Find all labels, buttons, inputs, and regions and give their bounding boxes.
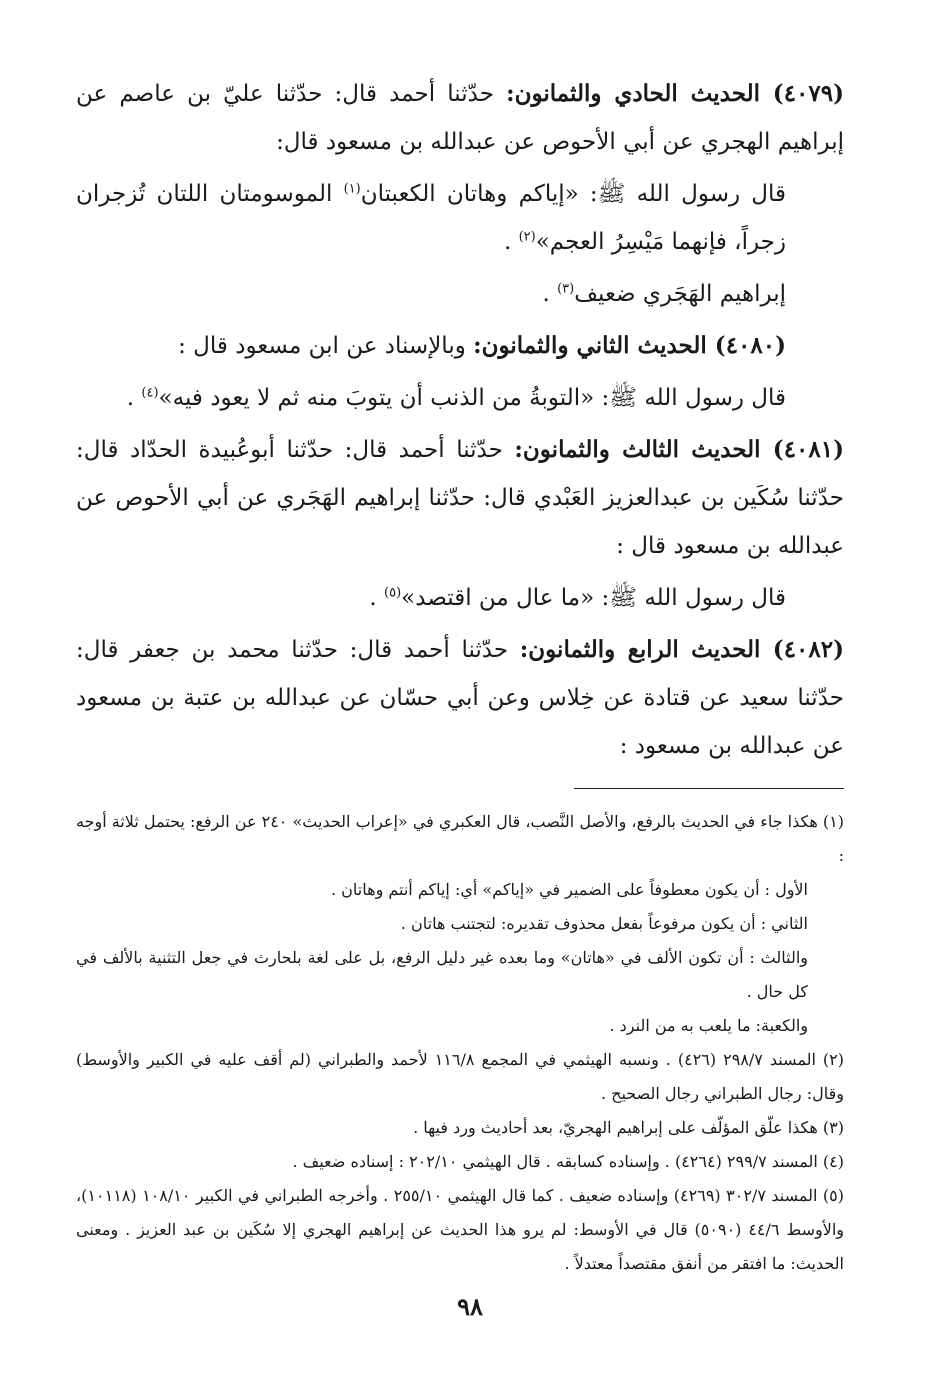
punctuation: . [503,229,519,255]
hadith-chain: حدّثنا أحمد قال: حدّثنا عليّ بن عاصم عن إبراهيم الهجري عن أبي الأحوص عن عبدالله بن مسعود قال: [76,81,844,155]
hadith-chain: حدّثنا أحمد قال: حدّثنا أبوعُبيدة الحدّاد قال: حدّثنا سُكَين بن عبدالعزيز العَبْدي قال: حدّثنا إبراهيم الهَجَري عن أبي الأحوص عن عبدالله بن مسعود قال : [76,437,844,559]
hadith-4080 [76,322,844,370]
hadith-text-part: قال رسول الله ﷺ: «إياكم وهاتان الكعبتان [360,181,786,207]
hadith-4079 [76,70,844,166]
footnote-3: (٣) هكذا علّق المؤلّف على إبراهيم الهجريّ، بعد أحاديث ورد فيها . [413,1118,844,1137]
hadith-4082 [76,626,844,770]
footnote-2: (٢) المسند ٢٩٨/٧ (٤٢٦) . ونسبه الهيثمي في المجمع ١١٦/٨ لأحمد والطبراني (لم أقف عليه في الكبير والأوسط) وقال: رجال الطبراني رجال الصحيح . [76,1050,845,1103]
footnote-divider [574,788,844,789]
hadith-heading: (٤٠٧٩) الحديث الحادي والثمانون: [506,80,844,107]
hadith-text-part: قال رسول الله ﷺ: «التوبةُ من الذنب أن يتوبَ منه ثم لا يعود فيه» [158,385,786,411]
hadith-heading: (٤٠٨١) الحديث الثالث والثمانون: [514,436,845,463]
page-number: ٩٨ [457,1292,483,1321]
hadith-text-part: الموسومتان اللتان تُزجران زجراً، فإنهما مَيْسِرُ العجم» [76,181,786,255]
footnote-1-line: الثاني : أن يكون مرفوعاً بفعل محذوف تقديره: لتجتنب هاتان . [400,914,808,933]
footnote-ref: (١) [343,181,361,197]
punctuation: . [126,385,142,411]
comment-text: إبراهيم الهَجَري ضعيف [574,281,786,307]
footnote-4: (٤) المسند ٢٩٩/٧ (٤٢٦٤) . وإسناده كسابقه . قال الهيثمي ٢٠٢/١٠ : إسناده ضعيف . [292,1152,844,1171]
hadith-heading: (٤٠٨٢) الحديث الرابع والثمانون: [519,636,844,663]
author-comment [76,270,844,318]
hadith-text-part: قال رسول الله ﷺ: «ما عال من اقتصد» [401,585,786,611]
hadith-chain: وبالإسناد عن ابن مسعود قال : [178,333,474,359]
footnote-ref: (٤) [141,385,159,401]
hadith-4081 [76,426,844,570]
footnote-1-line: والثالث : أن تكون الألف في «هاتان» وما بعده غير دليل الرفع، بل على لغة بلحارث في جعل التثنية بالألف في كل حال . [76,948,808,1001]
footnote-1-line: الأول : أن يكون معطوفاً على الضمير في «إياكم» أي: إياكم أنتم وهاتان . [331,880,808,899]
hadith-heading: (٤٠٨٠) الحديث الثاني والثمانون: [473,332,786,359]
punctuation: . [542,281,558,307]
hadith-chain: حدّثنا أحمد قال: حدّثنا محمد بن جعفر قال: حدّثنا سعيد عن قتادة عن خِلاس وعن أبي حسّان عن عبدالله بن عتبة بن مسعود عن عبدالله بن مسعود : [76,637,844,759]
hadith-text [76,170,844,266]
hadith-text [76,574,844,622]
footnote-ref: (٥) [384,585,402,601]
punctuation: . [369,585,385,611]
footnote-1: (١) هكذا جاء في الحديث بالرفع، والأصل النَّصب، قال العكبري في «إعراب الحديث» ٢٤٠ عن الرفع: يحتمل ثلاثة أوجه : [76,812,844,865]
page-body [76,70,844,1281]
footnote-5: (٥) المسند ٣٠٢/٧ (٤٢٦٩) وإسناده ضعيف . كما قال الهيثمي ٢٥٥/١٠ . وأخرجه الطبراني في الكبير ١٠٨/١٠ (١٠١١٨)، والأوسط ٤٤/٦ (٥٠٩٠) قال في الأوسط: لم يرو هذا الحديث عن إبراهيم الهجري إلا سُكَين بن عبد العزيز . ومعنى الحديث: ما افتقر من أنفق مقتصداً معتدلاً . [76,1186,845,1273]
footnote-1-line: والكعبة: ما يلعب به من النرد . [609,1016,808,1035]
footnote-ref: (٣) [557,281,575,297]
hadith-text [76,374,844,422]
footnote-ref: (٢) [518,229,536,245]
